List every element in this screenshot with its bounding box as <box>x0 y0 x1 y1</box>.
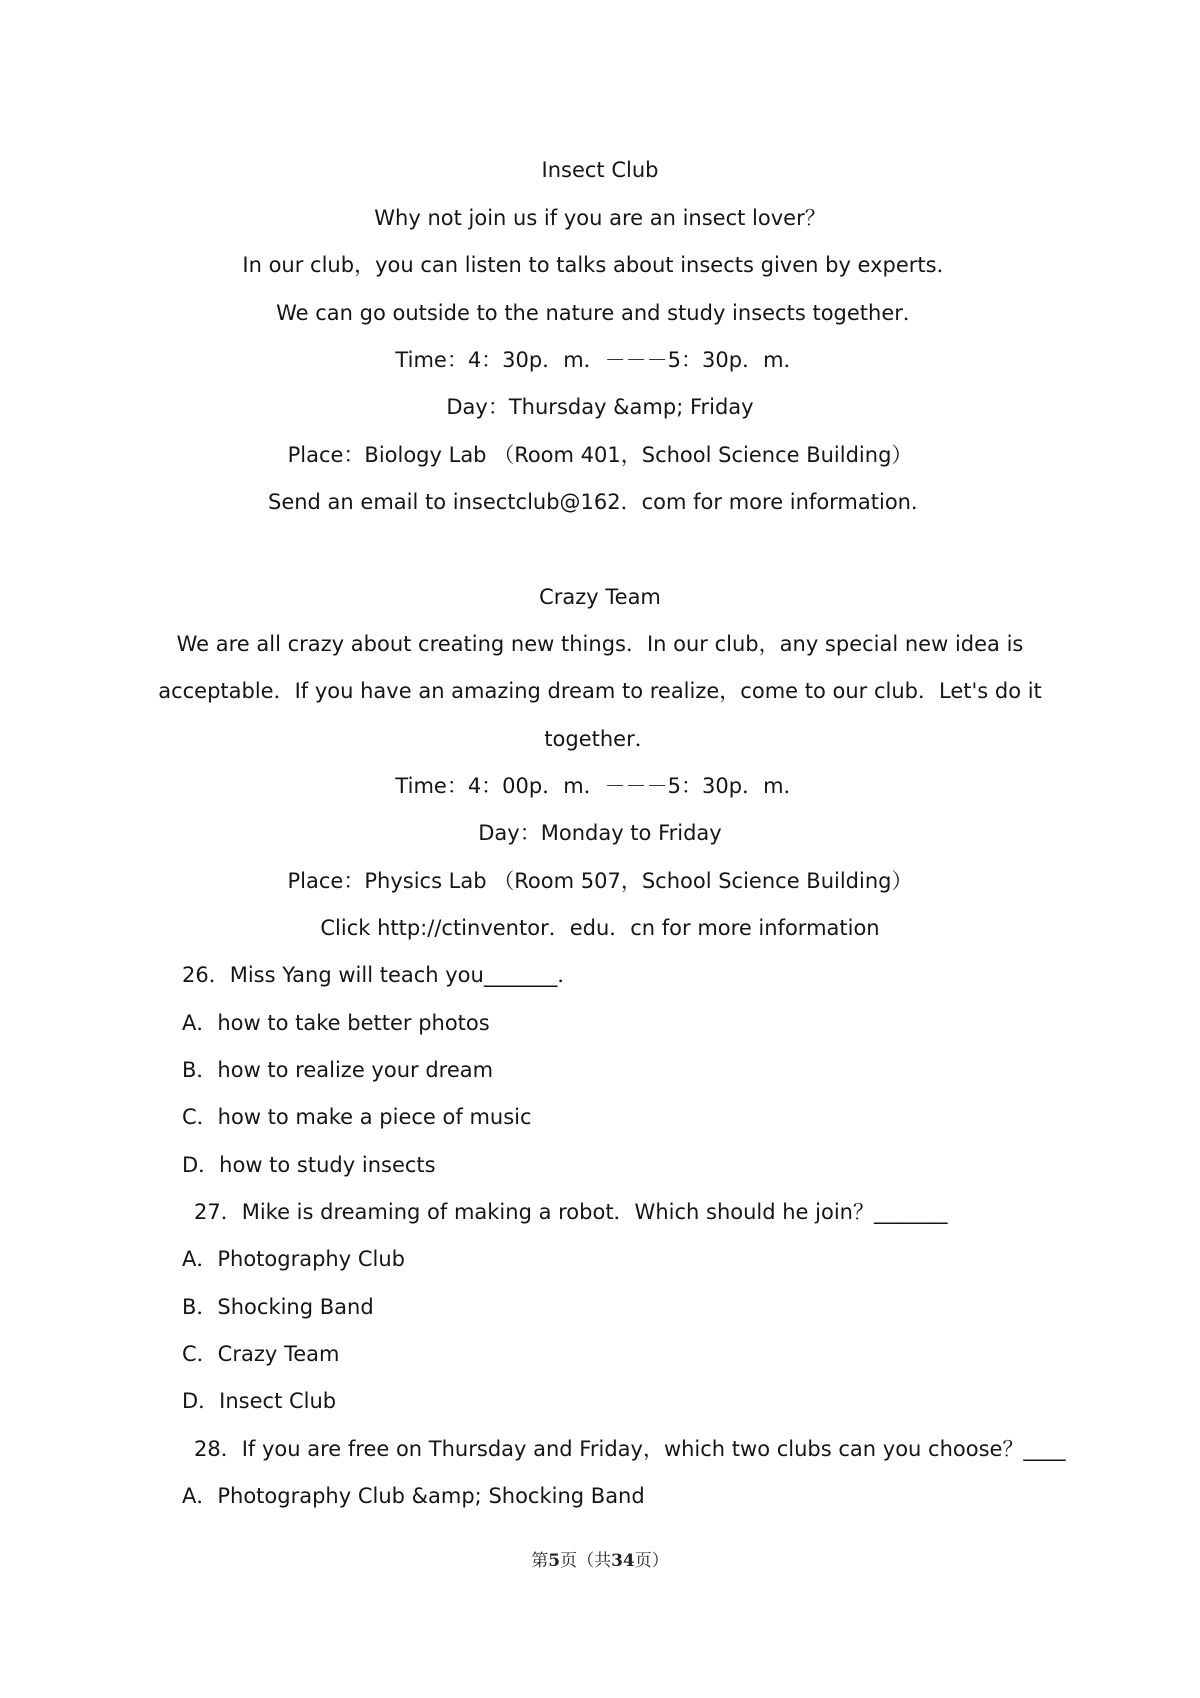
insect-club-place: Place：Biology Lab （Room 401，School Science Building） <box>287 443 913 467</box>
crazy-team-link: Click http://ctinventor．edu．cn for more information <box>320 916 880 940</box>
insect-club-email: Send an email to insectclub@162．com for more information． <box>267 490 932 514</box>
insect-club-title: Insect Club <box>541 158 659 182</box>
crazy-team-title: Crazy Team <box>539 585 661 609</box>
insect-club-line-1: Why not join us if you are an insect lover？ <box>374 206 826 230</box>
crazy-team-desc-line-3: together． <box>544 727 656 751</box>
question-26-option-a: A．how to take better photos <box>182 1011 490 1035</box>
insect-club-time: Time：4：30p．m．－－－5：30p．m． <box>395 348 805 372</box>
crazy-team-desc-line-1: We are all crazy about creating new things．In our club，any special new idea is <box>176 632 1024 656</box>
question-27-stem: 27．Mike is dreaming of making a robot．Which should he join？_______ <box>194 1200 948 1224</box>
insect-club-line-3: We can go outside to the nature and study insects together． <box>276 301 924 325</box>
crazy-team-desc-line-2: acceptable．If you have an amazing dream to realize，come to our club．Let's do it <box>158 679 1042 703</box>
crazy-team-time: Time：4：00p．m．－－－5：30p．m． <box>395 774 805 798</box>
question-27-option-b: B．Shocking Band <box>182 1295 374 1319</box>
question-26-option-b: B．how to realize your dream <box>182 1058 494 1082</box>
question-27-option-d: D．Insect Club <box>182 1389 337 1413</box>
question-26-option-c: C．how to make a piece of music <box>182 1105 532 1129</box>
footer-suffix: 页） <box>634 1551 669 1571</box>
footer-page-number: 5 <box>548 1551 561 1571</box>
question-28-stem: 28．If you are free on Thursday and Friday，which two clubs can you choose？____ <box>194 1437 1066 1461</box>
question-27-option-a: A．Photography Club <box>182 1247 405 1271</box>
question-27-option-c: C．Crazy Team <box>182 1342 340 1366</box>
question-28-option-a: A．Photography Club &amp; Shocking Band <box>182 1484 645 1508</box>
crazy-team-place: Place：Physics Lab （Room 507，School Science Building） <box>287 869 913 893</box>
insect-club-day: Day：Thursday &amp; Friday <box>446 395 754 419</box>
footer-middle: 页（共 <box>560 1551 612 1571</box>
insect-club-line-2: In our club，you can listen to talks about insects given by experts． <box>242 253 958 277</box>
question-26-option-d: D．how to study insects <box>182 1153 436 1177</box>
crazy-team-day: Day：Monday to Friday <box>478 821 722 845</box>
footer-prefix: 第 <box>531 1551 549 1571</box>
question-26-stem: 26．Miss Yang will teach you_______． <box>182 963 579 987</box>
page-footer <box>0 1549 1200 1573</box>
footer-total-pages: 34 <box>611 1551 635 1571</box>
